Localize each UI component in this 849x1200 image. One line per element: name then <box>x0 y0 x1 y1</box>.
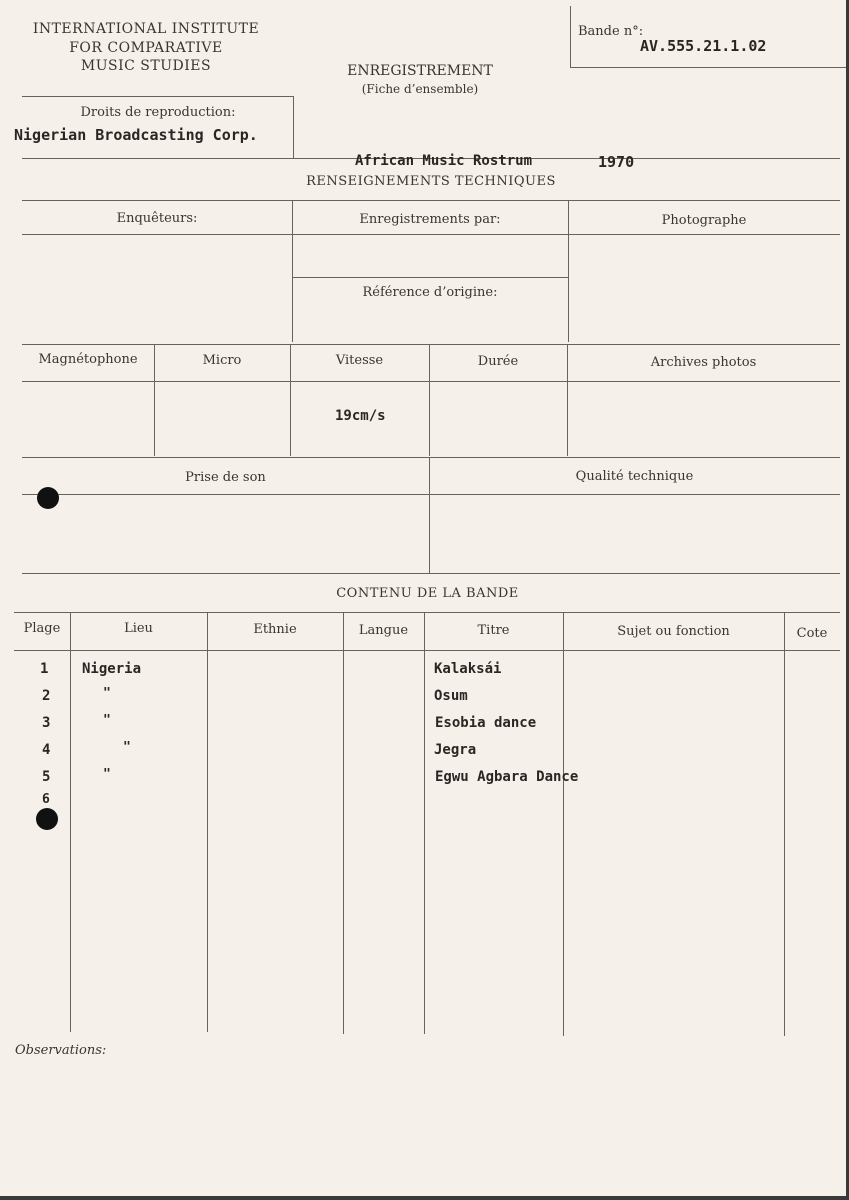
rights-box-top <box>22 96 294 97</box>
collection-name: African Music Rostrum <box>355 153 533 169</box>
rule-234 <box>22 234 840 235</box>
row-plage: 2 <box>42 688 51 704</box>
col-rule-2 <box>207 612 208 1032</box>
tech-heading: RENSEIGNEMENTS TECHNIQUES <box>306 174 556 189</box>
col-rule-4 <box>424 612 425 1034</box>
rule-381 <box>22 381 840 382</box>
row-plage: 4 <box>42 742 51 758</box>
col-header-sujet: Sujet ou fonction <box>617 624 730 639</box>
row-lieu: " <box>103 713 111 728</box>
micro-label: Micro <box>202 353 242 368</box>
vitesse-label: Vitesse <box>335 353 384 368</box>
col-rule-3 <box>343 612 344 1034</box>
col-rule-6 <box>784 612 785 1036</box>
row-lieu: " <box>103 767 111 782</box>
sheet-title: ENREGISTREMENT <box>347 63 493 79</box>
row-titre: Kalaksái <box>434 661 502 677</box>
row-plage: 5 <box>42 769 51 785</box>
col-header-cote: Cote <box>796 626 828 641</box>
rule-494 <box>22 494 840 495</box>
row-plage: 1 <box>40 661 49 677</box>
col-header-ethnie: Ethnie <box>253 622 297 637</box>
collection-year: 1970 <box>598 153 635 171</box>
rule-344 <box>22 344 840 345</box>
rule-573 <box>22 573 840 574</box>
row-lieu: " <box>103 686 111 701</box>
photographe-label: Photographe <box>661 213 747 228</box>
row-lieu: Nigeria <box>82 661 142 677</box>
table-header-bottom <box>14 650 840 651</box>
reference-label: Référence d’origine: <box>362 285 498 300</box>
row-plage: 6 <box>42 792 50 807</box>
observations-label: Observations: <box>15 1043 107 1058</box>
duree-label: Durée <box>477 354 519 369</box>
institute-line3: MUSIC STUDIES <box>80 58 212 74</box>
col-header-plage: Plage <box>23 621 61 636</box>
enregistrements-label: Enregistrements par: <box>359 212 501 227</box>
col-header-titre: Titre <box>477 623 510 638</box>
binder-hole <box>37 487 59 509</box>
magnetophone-label: Magnétophone <box>38 352 138 367</box>
row-titre: Esobia dance <box>435 715 537 731</box>
contents-heading: CONTENU DE LA BANDE <box>336 586 519 601</box>
bande-number: AV.555.21.1.02 <box>640 37 767 55</box>
rule-457 <box>22 457 840 458</box>
vitesse-value: 19cm/s <box>335 408 386 424</box>
bande-box-bottom <box>570 67 846 68</box>
binder-hole <box>36 808 58 830</box>
rule-277 <box>292 277 568 278</box>
prise-label: Prise de son <box>185 470 266 485</box>
qualite-label: Qualité technique <box>575 469 694 484</box>
col-header-lieu: Lieu <box>124 621 153 636</box>
rule-200 <box>22 200 840 201</box>
institute-line1: INTERNATIONAL INSTITUTE <box>32 21 260 37</box>
institute-line2: FOR COMPARATIVE <box>69 40 223 56</box>
rights-label: Droits de reproduction: <box>80 105 236 120</box>
sheet-subtitle: (Fiche d’ensemble) <box>361 82 479 96</box>
col-rule-1 <box>70 612 71 1032</box>
bande-label: Bande n°: <box>578 24 644 39</box>
rights-value: Nigerian Broadcasting Corp. <box>14 126 258 144</box>
archives-label: Archives photos <box>650 355 757 370</box>
row-titre: Egwu Agbara Dance <box>435 769 579 785</box>
row-plage: 3 <box>42 715 51 731</box>
row-titre: Osum <box>434 688 468 704</box>
row-lieu: " <box>123 740 131 755</box>
col-rule-5 <box>563 612 564 1036</box>
table-top <box>14 612 840 613</box>
enqueteurs-label: Enquêteurs: <box>116 211 198 226</box>
bande-box-left <box>570 6 571 68</box>
row-titre: Jegra <box>434 742 477 758</box>
col-header-langue: Langue <box>358 623 409 638</box>
